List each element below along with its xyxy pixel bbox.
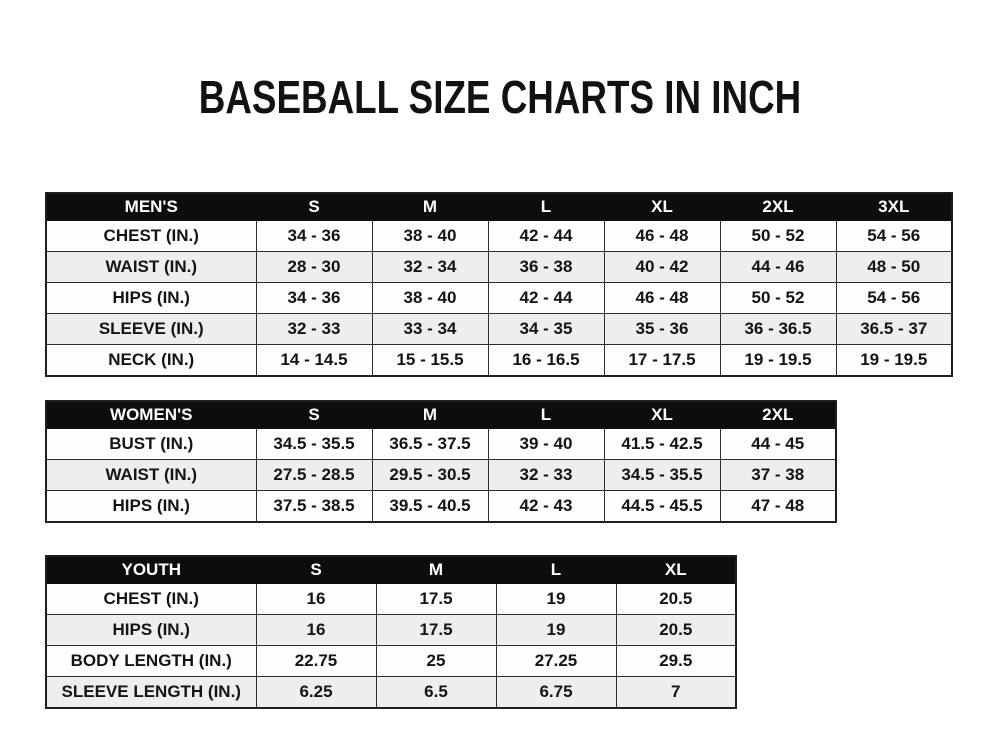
size-value-cell: 16 (256, 615, 376, 646)
size-value-cell: 44.5 - 45.5 (604, 491, 720, 523)
size-value-cell: 39.5 - 40.5 (372, 491, 488, 523)
size-value-cell: 14 - 14.5 (256, 345, 372, 377)
size-value-cell: 15 - 15.5 (372, 345, 488, 377)
mens-size-table (45, 192, 953, 377)
size-value-cell: 19 - 19.5 (836, 345, 952, 377)
row-label: SLEEVE LENGTH (IN.) (46, 677, 256, 709)
size-value-cell: 54 - 56 (836, 283, 952, 314)
size-value-cell: 16 (256, 584, 376, 615)
row-label: HIPS (IN.) (46, 491, 256, 523)
size-value-cell: 50 - 52 (720, 221, 836, 252)
size-value-cell: 19 (496, 584, 616, 615)
size-value-cell: 42 - 43 (488, 491, 604, 523)
table-row (46, 460, 836, 491)
size-value-cell: 17.5 (376, 584, 496, 615)
size-value-cell: 47 - 48 (720, 491, 836, 523)
size-value-cell: 34 - 36 (256, 221, 372, 252)
row-label: BUST (IN.) (46, 429, 256, 460)
size-value-cell: 36 - 38 (488, 252, 604, 283)
header-row (46, 401, 836, 429)
column-header: S (256, 193, 372, 221)
size-value-cell: 32 - 33 (488, 460, 604, 491)
size-value-cell: 44 - 46 (720, 252, 836, 283)
row-label: HIPS (IN.) (46, 283, 256, 314)
size-value-cell: 32 - 33 (256, 314, 372, 345)
table-row (46, 677, 736, 709)
size-value-cell: 38 - 40 (372, 221, 488, 252)
column-header: M (372, 401, 488, 429)
column-header: 2XL (720, 401, 836, 429)
page-title: BASEBALL SIZE CHARTS IN INCH (198, 71, 802, 123)
size-value-cell: 27.25 (496, 646, 616, 677)
size-value-cell: 27.5 - 28.5 (256, 460, 372, 491)
size-value-cell: 54 - 56 (836, 221, 952, 252)
size-value-cell: 38 - 40 (372, 283, 488, 314)
size-value-cell: 40 - 42 (604, 252, 720, 283)
size-value-cell: 7 (616, 677, 736, 709)
womens-size-table (45, 400, 837, 523)
size-value-cell: 20.5 (616, 615, 736, 646)
row-label: WAIST (IN.) (46, 252, 256, 283)
row-label: WAIST (IN.) (46, 460, 256, 491)
table-row (46, 345, 952, 377)
row-label: HIPS (IN.) (46, 615, 256, 646)
size-value-cell: 32 - 34 (372, 252, 488, 283)
group-header: WOMEN'S (46, 401, 256, 429)
size-value-cell: 33 - 34 (372, 314, 488, 345)
size-value-cell: 46 - 48 (604, 283, 720, 314)
size-value-cell: 34 - 35 (488, 314, 604, 345)
size-value-cell: 42 - 44 (488, 283, 604, 314)
size-value-cell: 6.75 (496, 677, 616, 709)
size-value-cell: 34.5 - 35.5 (604, 460, 720, 491)
column-header: L (488, 193, 604, 221)
row-label: NECK (IN.) (46, 345, 256, 377)
size-value-cell: 37.5 - 38.5 (256, 491, 372, 523)
row-label: CHEST (IN.) (46, 584, 256, 615)
column-header: L (488, 401, 604, 429)
size-value-cell: 19 (496, 615, 616, 646)
group-header: MEN'S (46, 193, 256, 221)
table-row (46, 615, 736, 646)
row-label: SLEEVE (IN.) (46, 314, 256, 345)
column-header: M (372, 193, 488, 221)
size-value-cell: 20.5 (616, 584, 736, 615)
size-value-cell: 50 - 52 (720, 283, 836, 314)
size-value-cell: 34 - 36 (256, 283, 372, 314)
column-header: S (256, 556, 376, 584)
column-header: XL (604, 193, 720, 221)
size-value-cell: 48 - 50 (836, 252, 952, 283)
size-value-cell: 36.5 - 37.5 (372, 429, 488, 460)
size-value-cell: 16 - 16.5 (488, 345, 604, 377)
table-row (46, 221, 952, 252)
size-value-cell: 46 - 48 (604, 221, 720, 252)
table-row (46, 429, 836, 460)
column-header: XL (616, 556, 736, 584)
size-value-cell: 42 - 44 (488, 221, 604, 252)
size-value-cell: 34.5 - 35.5 (256, 429, 372, 460)
size-value-cell: 35 - 36 (604, 314, 720, 345)
size-value-cell: 44 - 45 (720, 429, 836, 460)
size-value-cell: 29.5 - 30.5 (372, 460, 488, 491)
size-value-cell: 25 (376, 646, 496, 677)
size-value-cell: 39 - 40 (488, 429, 604, 460)
size-value-cell: 36 - 36.5 (720, 314, 836, 345)
size-value-cell: 41.5 - 42.5 (604, 429, 720, 460)
size-value-cell: 37 - 38 (720, 460, 836, 491)
column-header: 3XL (836, 193, 952, 221)
column-header: 2XL (720, 193, 836, 221)
group-header: YOUTH (46, 556, 256, 584)
size-value-cell: 17 - 17.5 (604, 345, 720, 377)
column-header: XL (604, 401, 720, 429)
header-row (46, 193, 952, 221)
header-row (46, 556, 736, 584)
column-header: L (496, 556, 616, 584)
table-row (46, 283, 952, 314)
column-header: S (256, 401, 372, 429)
size-value-cell: 19 - 19.5 (720, 345, 836, 377)
table-row (46, 314, 952, 345)
column-header: M (376, 556, 496, 584)
size-value-cell: 36.5 - 37 (836, 314, 952, 345)
size-value-cell: 17.5 (376, 615, 496, 646)
youth-size-table (45, 555, 737, 709)
table-row (46, 646, 736, 677)
table-row (46, 584, 736, 615)
size-value-cell: 6.5 (376, 677, 496, 709)
size-value-cell: 29.5 (616, 646, 736, 677)
size-value-cell: 6.25 (256, 677, 376, 709)
row-label: BODY LENGTH (IN.) (46, 646, 256, 677)
table-row (46, 252, 952, 283)
table-row (46, 491, 836, 523)
size-value-cell: 28 - 30 (256, 252, 372, 283)
size-value-cell: 22.75 (256, 646, 376, 677)
row-label: CHEST (IN.) (46, 221, 256, 252)
